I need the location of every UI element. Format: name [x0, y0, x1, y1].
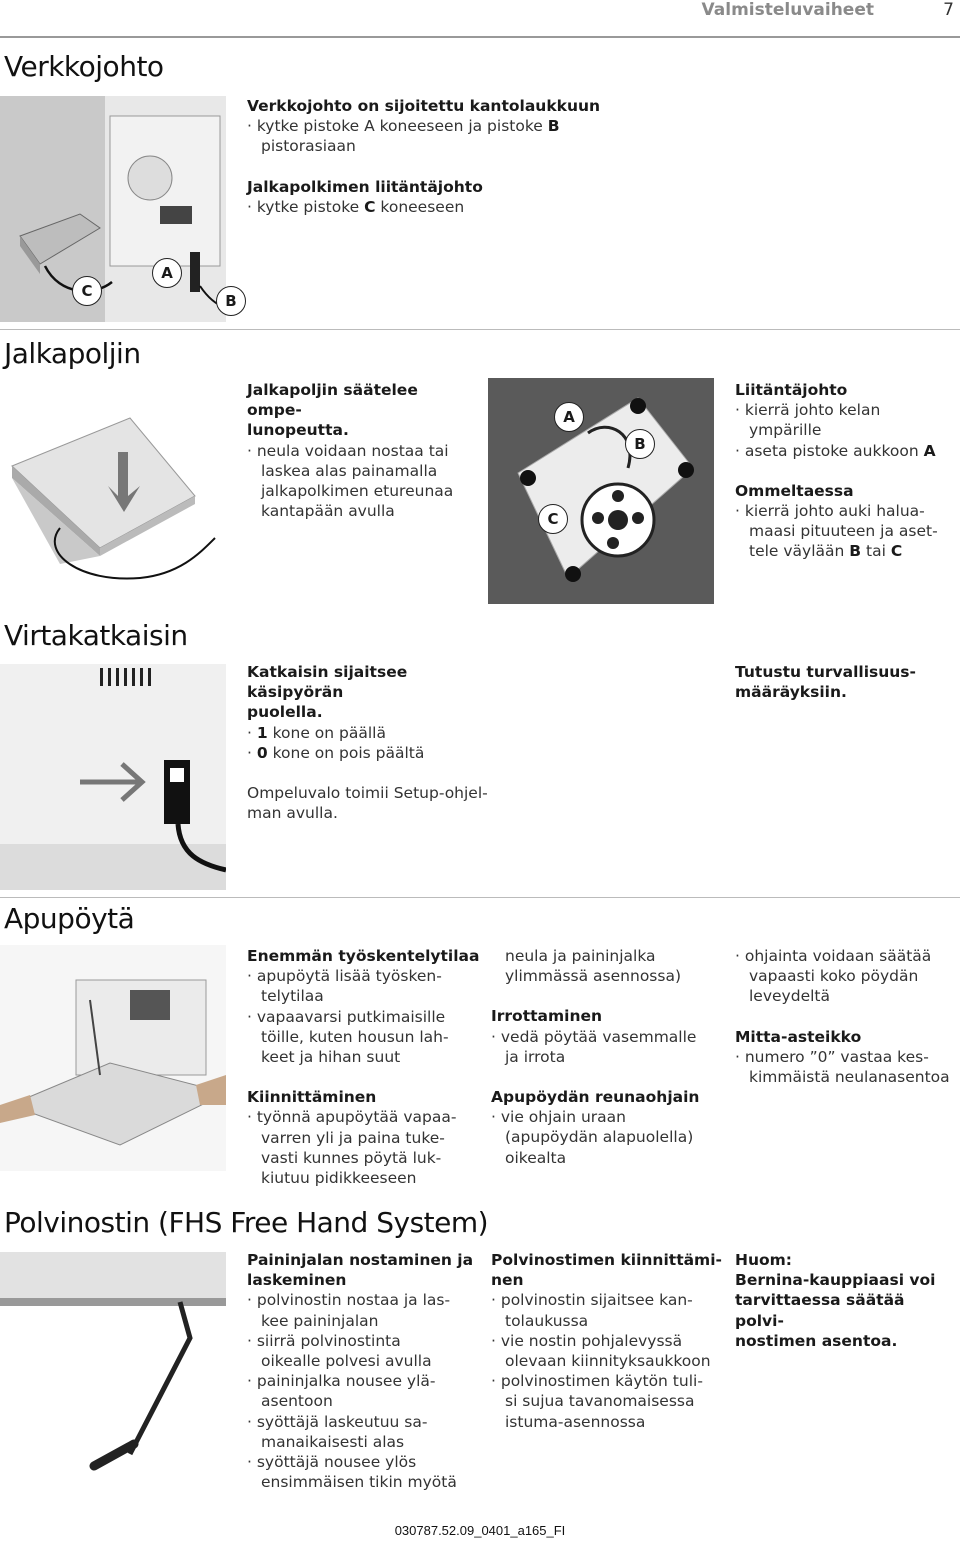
kiinnittamien-item: · polvinostin sijaitsee kan- [491, 1290, 726, 1310]
huom-line: Bernina-kauppiaasi voi [735, 1271, 936, 1290]
mitta-asteikko-item: · numero ”0” vastaa kes- [735, 1047, 959, 1067]
apupoyta-item: · vapaavarsi putkimaisille [247, 1007, 482, 1027]
power-cord-photo [0, 96, 226, 322]
huom-note [735, 1250, 957, 1351]
huom-line: tarvittaessa säätää polvi- [735, 1291, 905, 1330]
polvinostin-item-cont: manaikaisesti alas [261, 1432, 405, 1451]
section-title-polvinostin: Polvinostin (FHS Free Hand System) [4, 1206, 489, 1239]
kiinnittamien-item: · polvinostimen käytön tuli- [491, 1371, 726, 1391]
apupoyta-item-cont: keet ja hihan suut [261, 1048, 401, 1067]
apupoyta-item-cont: telytilaa [261, 987, 324, 1006]
virtakatkaisin-item: · 1 kone on päällä [247, 723, 507, 743]
jalkapoljin-item-cont: laskea alas painamalla [261, 461, 438, 480]
polvinostin-col2 [491, 1250, 726, 1432]
plug-label-c: C [72, 276, 102, 306]
ompeluvalo-text: Ompeluvalo toimii Setup-ohjel- [247, 784, 488, 803]
kiinnittamien-heading-cont: nen [491, 1271, 524, 1290]
kiinnittaminen-item-cont: vasti kunnes pöytä luk- [261, 1148, 442, 1167]
polvinostin-item-cont: asentoon [261, 1392, 333, 1411]
huom-heading: Huom: [735, 1251, 793, 1269]
liitantajohto-heading: Liitäntäjohto [735, 381, 848, 399]
jalkapoljin-item: · neula voidaan nostaa tai [247, 441, 477, 461]
jalkapoljin-item-cont: jalkapolkimen etureunaa [261, 482, 454, 501]
reunaohjain-item-cont: oikealta [505, 1148, 567, 1167]
virtakatkaisin-heading-cont: puolella. [247, 703, 323, 722]
reunaohjain-item-cont: (apupöydän alapuolella) [505, 1128, 694, 1147]
foot-cord-heading: Jalkapolkimen liitäntäjohto [247, 177, 483, 196]
ompeluvalo-text-cont: man avulla. [247, 804, 338, 823]
irrottaminen-item-cont: ja irrota [505, 1047, 566, 1066]
mitta-asteikko-heading: Mitta-asteikko [735, 1027, 862, 1046]
extension-table-photo [0, 945, 226, 1171]
ohjain-item-cont: vapaasti koko pöydän [749, 967, 919, 986]
apupoyta-col1 [247, 946, 482, 1188]
polvinostin-col1 [247, 1250, 482, 1492]
foot-label-c: C [538, 504, 568, 534]
kiinnittamien-item-cont: istuma-asennossa [505, 1412, 646, 1431]
document-code: 030787.52.09_0401_a165_FI [394, 1523, 566, 1538]
kiinnittamien-item-cont: tolaukussa [505, 1311, 589, 1330]
section-title-apupoyta: Apupöytä [4, 902, 135, 935]
kiinnittaminen-item: · työnnä apupöytää vapaa- [247, 1107, 482, 1127]
section-divider [0, 329, 960, 330]
kiinnittaminen-item-cont: varren yli ja paina tuke- [261, 1128, 445, 1147]
polvinostin-item: · syöttäjä nousee ylös [247, 1452, 482, 1472]
ommeltaessa-item-cont: tele väylään B tai C [749, 542, 903, 561]
polvinostin-heading-cont: laskeminen [247, 1271, 347, 1290]
reunaohjain-item: · vie ohjain uraan [491, 1107, 726, 1127]
kiinnittaminen-heading: Kiinnittäminen [247, 1088, 377, 1107]
foot-cord-item: · kytke pistoke C koneeseen [247, 197, 607, 217]
kiinnittamien-item-cont: olevaan kiinnityksaukkoon [505, 1352, 711, 1371]
polvinostin-heading: Paininjalan nostaminen ja [247, 1251, 474, 1269]
section-title-virtakatkaisin: Virtakatkaisin [4, 619, 188, 652]
mitta-asteikko-item-cont: kimmäistä neulanasentoa [749, 1068, 950, 1087]
section-divider [0, 897, 960, 898]
power-switch-photo [0, 664, 226, 890]
section-title-jalkapoljin: Jalkapoljin [4, 337, 141, 370]
liitantajohto-text [735, 380, 957, 562]
plug-label-a: A [152, 258, 182, 288]
ohjain-item-cont: leveydeltä [749, 987, 830, 1006]
foot-control-underside-photo [488, 378, 714, 604]
liitantajohto-item: · kierrä johto kelan [735, 400, 957, 420]
knee-lifter-photo [0, 1248, 226, 1474]
apupoyta-col2 [491, 946, 726, 1168]
jalkapoljin-item-cont: kantapään avulla [261, 502, 395, 521]
header-title: Valmisteluvaiheet [701, 0, 874, 20]
kiinnittaminen-item-cont: kiutuu pidikkeeseen [261, 1169, 417, 1188]
verkkojohto-heading: Verkkojohto on sijoitettu kantolaukkuun [247, 97, 601, 115]
safety-note-line: Tutustu turvallisuus- [735, 663, 916, 681]
liitantajohto-item-cont: ympärille [749, 421, 822, 440]
polvinostin-item: · paininjalka nousee ylä- [247, 1371, 482, 1391]
ommeltaessa-item-cont: maasi pituuteen ja aset- [749, 522, 938, 541]
header-divider [0, 36, 960, 38]
reunaohjain-heading: Apupöydän reunaohjain [491, 1088, 700, 1107]
virtakatkaisin-heading: Katkaisin sijaitsee käsipyörän [247, 663, 408, 702]
foot-label-b: B [625, 429, 655, 459]
section-title-verkkojohto: Verkkojohto [4, 50, 164, 83]
page-number: 7 [943, 0, 954, 20]
apupoyta-col2-line: neula ja paininjalka [505, 947, 656, 965]
kiinnittamien-item-cont: si sujua tavanomaisessa [505, 1392, 695, 1411]
jalkapoljin-heading: Jalkapoljin säätelee ompe- [247, 381, 418, 420]
huom-line: nostimen asentoa. [735, 1331, 898, 1350]
polvinostin-item-cont: ensimmäisen tikin myötä [261, 1473, 457, 1492]
foot-control-photo [0, 378, 226, 604]
ommeltaessa-heading: Ommeltaessa [735, 481, 854, 500]
apupoyta-col3 [735, 946, 959, 1087]
apupoyta-item: · apupöytä lisää työsken- [247, 966, 482, 986]
apupoyta-item-cont: töille, kuten housun lah- [261, 1027, 449, 1046]
irrottaminen-item: · vedä pöytää vasemmalle [491, 1027, 726, 1047]
apupoyta-col2-line: ylimmässä asennossa) [505, 967, 681, 986]
virtakatkaisin-text [247, 662, 507, 823]
polvinostin-item-cont: oikealle polvesi avulla [261, 1352, 432, 1371]
polvinostin-item: · siirrä polvinostinta [247, 1331, 482, 1351]
irrottaminen-heading: Irrottaminen [491, 1007, 603, 1026]
kiinnittamien-heading: Polvinostimen kiinnittämi- [491, 1251, 722, 1269]
virtakatkaisin-item: · 0 kone on pois päältä [247, 743, 507, 763]
ommeltaessa-item: · kierrä johto auki halua- [735, 501, 957, 521]
foot-label-a: A [554, 402, 584, 432]
polvinostin-item: · syöttäjä laskeutuu sa- [247, 1412, 482, 1432]
plug-label-b: B [216, 286, 246, 316]
liitantajohto-item: · aseta pistoke aukkoon A [735, 441, 957, 461]
polvinostin-item: · polvinostin nostaa ja las- [247, 1290, 482, 1310]
safety-note [735, 662, 957, 702]
kiinnittamien-item: · vie nostin pohjalevyssä [491, 1331, 726, 1351]
safety-note-line: määräyksiin. [735, 683, 847, 702]
jalkapoljin-text [247, 380, 477, 521]
polvinostin-item-cont: kee paininjalan [261, 1311, 379, 1330]
apupoyta-heading: Enemmän työskentelytilaa [247, 947, 480, 965]
verkkojohto-text [247, 96, 607, 217]
ohjain-item: · ohjainta voidaan säätää [735, 946, 959, 966]
verkkojohto-item-cont: pistorasiaan [261, 137, 356, 156]
verkkojohto-item: · kytke pistoke A koneeseen ja pistoke B [247, 116, 607, 136]
jalkapoljin-heading-cont: lunopeutta. [247, 421, 349, 440]
